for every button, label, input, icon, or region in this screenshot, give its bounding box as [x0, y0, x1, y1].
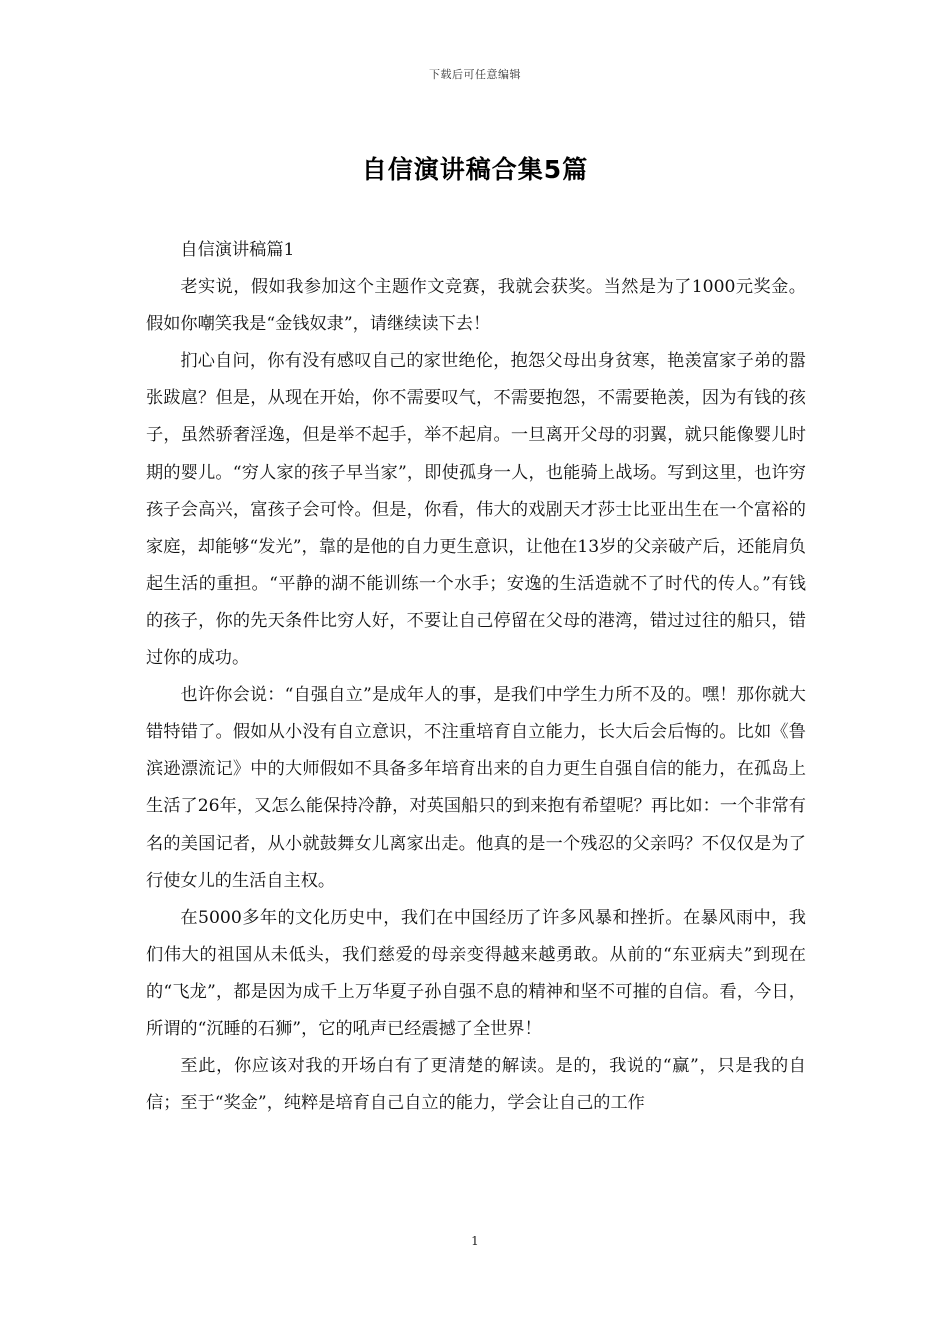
- paragraph: 也许你会说：“自强自立”是成年人的事，是我们中学生力所不及的。嘿！那你就大错特错了。假如从小没有自立意识，不注重培育自立能力，长大后会后悔的。比如《鲁滨逊漂流记》中的大师假如不具备多年培育出来的自力更生自强自信的能力，在孤岛上生活了26年，又怎么能保持冷静，对英国船只的到来抱有希望呢？再比如：一个非常有名的美国记者，从小就鼓舞女儿离家出走。他真的是一个残忍的父亲吗？不仅仅是为了行使女儿的生活自主权。: [146, 685, 806, 891]
- document-title: 自信演讲稿合集5篇: [361, 155, 589, 184]
- page-number: 1: [471, 1234, 479, 1248]
- paragraph: 至此，你应该对我的开场白有了更清楚的解读。是的，我说的“赢”，只是我的自信；至于“奖金”，纯粹是培育自己自立的能力，学会让自己的工作: [146, 1056, 806, 1114]
- paragraph: 在5000多年的文化历史中，我们在中国经历了许多风暴和挫折。在暴风雨中，我们伟大的祖国从未低头，我们慈爱的母亲变得越来越勇敢。从前的“东亚病夫”到现在的“飞龙”，都是因为成千上万华夏子孙自强不息的精神和坚不可摧的自信。看，今日，所谓的“沉睡的石狮”，它的吼声已经震撼了全世界！: [146, 907, 806, 1039]
- section-heading: 自信演讲稿篇1: [180, 240, 295, 260]
- paragraph: 扪心自问，你有没有感叹自己的家世绝伦，抱怨父母出身贫寒，艳羡富家子弟的嚣张跋扈？但是，从现在开始，你不需要叹气，不需要抱怨，不需要艳羡，因为有钱的孩子，虽然骄奢淫逸，但是举不起手，举不起肩。一旦离开父母的羽翼，就只能像婴儿时期的婴儿。“穷人家的孩子早当家”，即使孤身一人，也能骑上战场。写到这里，也许穷孩子会高兴，富孩子会可怜。但是，你看，伟大的戏剧天才莎士比亚出生在一个富裕的家庭，却能够“发光”，靠的是他的自力更生意识，让他在13岁的父亲破产后，还能肩负起生活的重担。“平静的湖不能训练一个水手；安逸的生活造就不了时代的传人。”有钱的孩子，你的先天条件比穷人好，不要让自己停留在父母的港湾，错过过往的船只，错过你的成功。: [146, 351, 806, 669]
- page-header: 下载后可任意编辑: [429, 68, 521, 81]
- paragraph: 老实说，假如我参加这个主题作文竞赛，我就会获奖。当然是为了1000元奖金。假如你嘲笑我是“金钱奴隶”，请继续读下去！: [146, 277, 806, 335]
- document-body: [146, 232, 806, 1122]
